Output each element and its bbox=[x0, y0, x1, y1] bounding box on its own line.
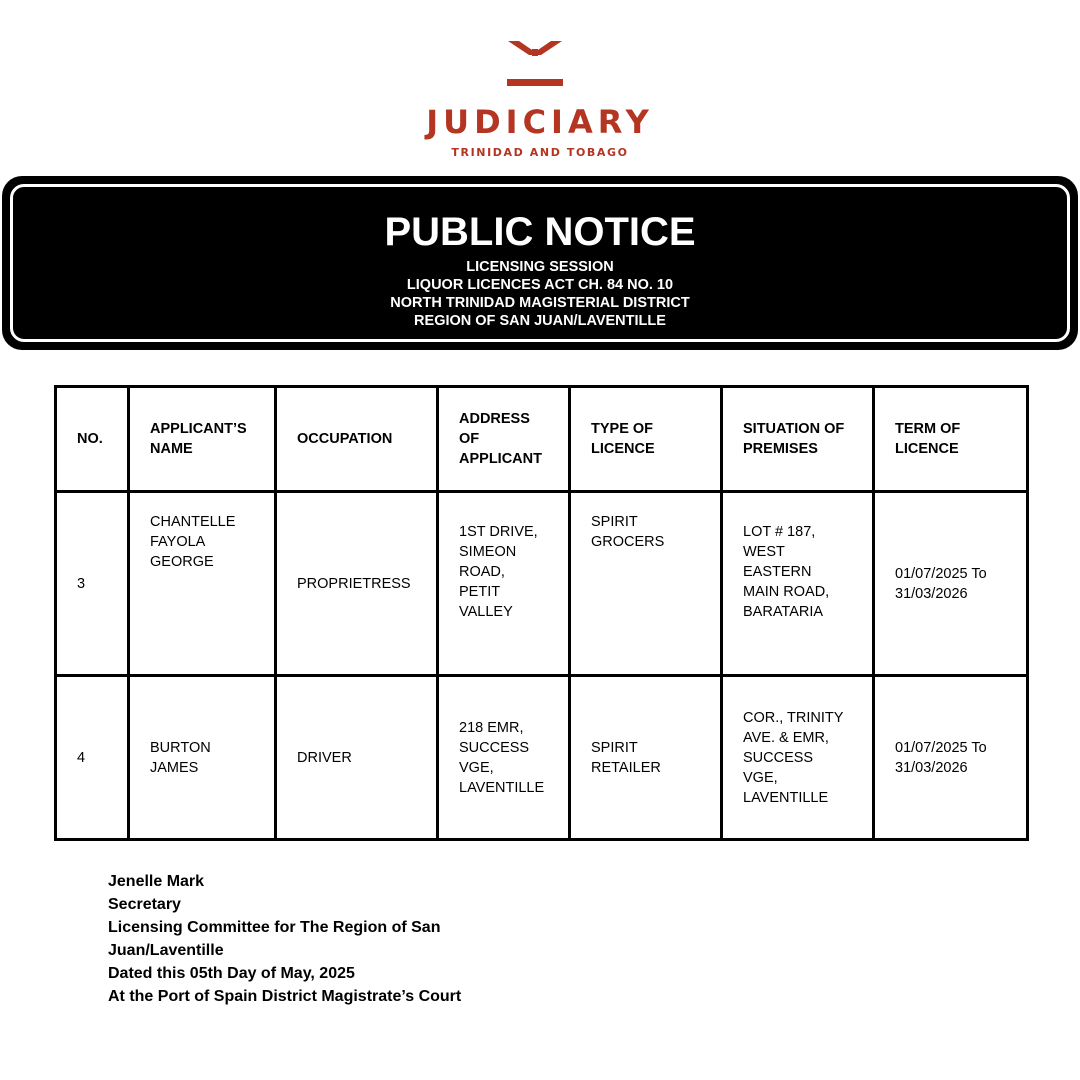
public-notice-banner bbox=[2, 176, 1078, 350]
banner-line: REGION OF SAN JUAN/LAVENTILLE bbox=[414, 313, 666, 329]
table-row bbox=[56, 676, 1028, 840]
cell-occupation: DRIVER bbox=[276, 676, 438, 840]
cell-term: 01/07/2025 To 31/03/2026 bbox=[874, 676, 1028, 840]
cell-occupation: PROPRIETRESS bbox=[276, 492, 438, 676]
header-no: NO. bbox=[56, 387, 129, 492]
court-line: At the Port of Spain District Magistrate’s Court bbox=[108, 988, 462, 1005]
header-licence-type: TYPE OF LICENCE bbox=[570, 387, 722, 492]
cell-address: 1ST DRIVE, SIMEON ROAD, PETIT VALLEY bbox=[438, 492, 570, 676]
header-term: TERM OF LICENCE bbox=[874, 387, 1028, 492]
logo-wordmark: JUDICIARY bbox=[426, 103, 654, 141]
table-header-row bbox=[56, 387, 1028, 492]
signatory-title: Secretary bbox=[108, 896, 181, 913]
cell-licence-type: SPIRIT GROCERS bbox=[570, 492, 722, 676]
signature-block bbox=[108, 870, 528, 1008]
banner-subtitle-lines bbox=[2, 258, 1078, 330]
header-occupation: OCCUPATION bbox=[276, 387, 438, 492]
header-premises: SITUATION OF PREMISES bbox=[722, 387, 874, 492]
judiciary-emblem-icon bbox=[505, 35, 575, 95]
cell-no: 4 bbox=[56, 676, 129, 840]
signatory-name: Jenelle Mark bbox=[108, 873, 205, 890]
cell-premises: COR., TRINITY AVE. & EMR, SUCCESS VGE, LAVENTILLE bbox=[722, 676, 874, 840]
banner-line: LIQUOR LICENCES ACT CH. 84 NO. 10 bbox=[406, 277, 674, 293]
cell-premises: LOT # 187, WEST EASTERN MAIN ROAD, BARATARIA bbox=[722, 492, 874, 676]
cell-licence-type: SPIRIT RETAILER bbox=[570, 676, 722, 840]
banner-line: LICENSING SESSION bbox=[466, 259, 614, 275]
dated-line: Dated this 05th Day of May, 2025 bbox=[108, 965, 355, 982]
header-applicant-name: APPLICANT’S NAME bbox=[129, 387, 276, 492]
cell-applicant-name: BURTON JAMES bbox=[129, 676, 276, 840]
header-address: ADDRESS OF APPLICANT bbox=[438, 387, 570, 492]
committee-line: Juan/Laventille bbox=[108, 942, 224, 959]
cell-address: 218 EMR, SUCCESS VGE, LAVENTILLE bbox=[438, 676, 570, 840]
committee-line: Licensing Committee for The Region of San bbox=[108, 919, 441, 936]
cell-term: 01/07/2025 To 31/03/2026 bbox=[874, 492, 1028, 676]
cell-applicant-name: CHANTELLE FAYOLA GEORGE bbox=[129, 492, 276, 676]
cell-no: 3 bbox=[56, 492, 129, 676]
judiciary-logo bbox=[0, 30, 1080, 165]
banner-title: PUBLIC NOTICE bbox=[384, 210, 696, 254]
logo-subtitle: TRINIDAD AND TOBAGO bbox=[451, 146, 629, 159]
table-row bbox=[56, 492, 1028, 676]
banner-line: NORTH TRINIDAD MAGISTERIAL DISTRICT bbox=[390, 295, 690, 311]
licence-applications-table bbox=[54, 385, 1029, 841]
